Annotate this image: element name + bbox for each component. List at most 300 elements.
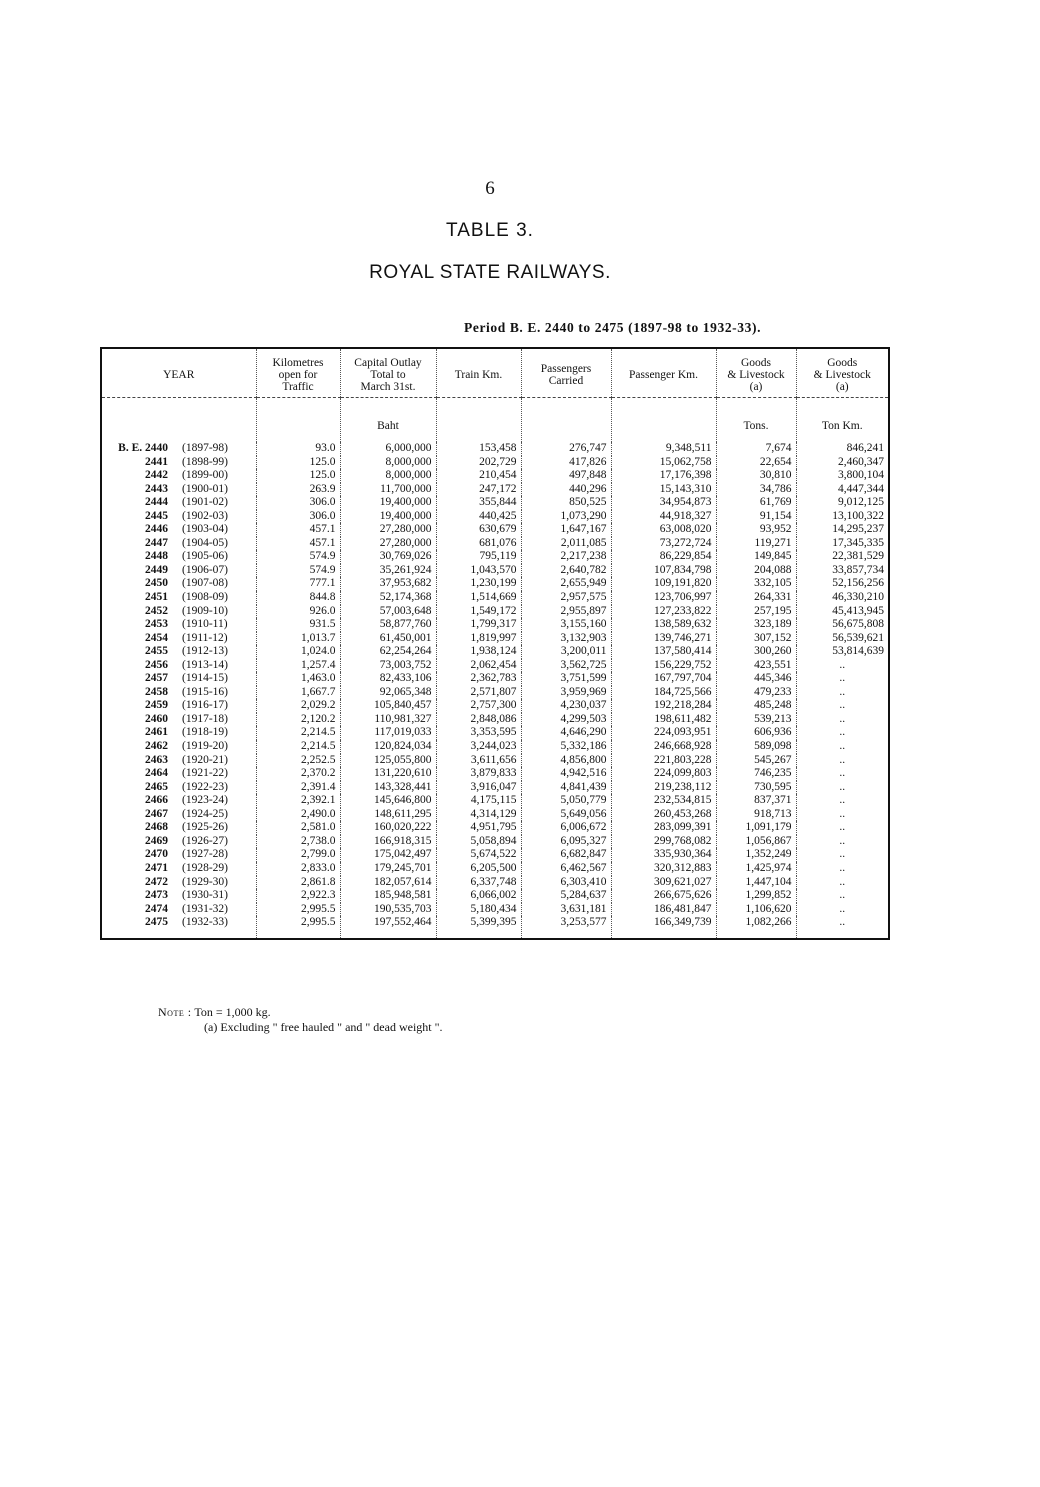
- notes: [158, 1005, 443, 1035]
- buddhist-era-year: 2442: [145, 469, 168, 482]
- cell-capital: 117,019,033: [340, 726, 436, 740]
- units-capital: Baht: [340, 398, 436, 443]
- cell-train-km: 210,454: [436, 469, 521, 483]
- table-row: [102, 808, 888, 822]
- cell-goods-km: ..: [796, 726, 888, 740]
- gregorian-year: (1917-18): [182, 712, 228, 725]
- cell-passengers: 4,646,290: [521, 726, 611, 740]
- cell-goods-km: ..: [796, 740, 888, 754]
- cell-km: 2,214.5: [256, 726, 340, 740]
- cell-train-km: 3,244,023: [436, 740, 521, 754]
- table-row: [102, 577, 888, 591]
- buddhist-era-year: 2467: [145, 807, 168, 820]
- year-cell: [102, 713, 256, 727]
- note-line-1: [158, 1005, 443, 1020]
- cell-train-km: 1,230,199: [436, 577, 521, 591]
- cell-goods-km: 2,460,347: [796, 456, 888, 470]
- cell-train-km: 153,458: [436, 442, 521, 456]
- cell-passengers: 2,955,897: [521, 605, 611, 619]
- cell-goods: 746,235: [716, 767, 796, 781]
- cell-passengers: 2,011,085: [521, 537, 611, 551]
- units-goods: Tons.: [716, 398, 796, 443]
- year-cell: [102, 835, 256, 849]
- cell-capital: 52,174,368: [340, 591, 436, 605]
- cell-train-km: 2,757,300: [436, 699, 521, 713]
- year-cell: [102, 726, 256, 740]
- cell-capital: 182,057,614: [340, 876, 436, 890]
- cell-pass-km: 109,191,820: [611, 577, 716, 591]
- cell-goods-km: ..: [796, 903, 888, 917]
- buddhist-era-year: 2452: [145, 604, 168, 617]
- table-row: [102, 903, 888, 917]
- table-row: [102, 889, 888, 903]
- cell-km: 2,922.3: [256, 889, 340, 903]
- table-row: [102, 876, 888, 890]
- cell-passengers: 2,957,575: [521, 591, 611, 605]
- cell-capital: 105,840,457: [340, 699, 436, 713]
- table-row: [102, 862, 888, 876]
- cell-pass-km: 219,238,112: [611, 781, 716, 795]
- cell-train-km: 1,819,997: [436, 632, 521, 646]
- cell-train-km: 1,514,669: [436, 591, 521, 605]
- cell-capital: 125,055,800: [340, 754, 436, 768]
- year-cell: [102, 550, 256, 564]
- cell-train-km: 5,058,894: [436, 835, 521, 849]
- units-cell: [521, 398, 611, 443]
- buddhist-era-year: 2468: [145, 821, 168, 834]
- cell-capital: 166,918,315: [340, 835, 436, 849]
- cell-goods-km: 45,413,945: [796, 605, 888, 619]
- cell-pass-km: 127,233,822: [611, 605, 716, 619]
- year-cell: [102, 754, 256, 768]
- cell-km: 2,833.0: [256, 862, 340, 876]
- cell-pass-km: 232,534,815: [611, 794, 716, 808]
- buddhist-era-year: B. E. 2440: [118, 442, 168, 454]
- cell-capital: 92,065,348: [340, 686, 436, 700]
- gregorian-year: (1915-16): [182, 685, 228, 698]
- cell-passengers: 2,217,238: [521, 550, 611, 564]
- cell-pass-km: 156,229,752: [611, 659, 716, 673]
- cell-pass-km: 299,768,082: [611, 835, 716, 849]
- buddhist-era-year: 2446: [145, 523, 168, 536]
- data-table: [102, 349, 888, 938]
- buddhist-era-year: 2441: [145, 455, 168, 468]
- table-row: [102, 591, 888, 605]
- cell-goods-km: ..: [796, 889, 888, 903]
- cell-goods: 61,769: [716, 496, 796, 510]
- cell-passengers: 6,006,672: [521, 821, 611, 835]
- buddhist-era-year: 2445: [145, 509, 168, 522]
- cell-pass-km: 221,803,228: [611, 754, 716, 768]
- cell-goods: 1,091,179: [716, 821, 796, 835]
- header-goods: [716, 349, 796, 398]
- cell-km: 574.9: [256, 564, 340, 578]
- gregorian-year: (1903-04): [182, 523, 228, 536]
- cell-passengers: 5,050,779: [521, 794, 611, 808]
- cell-passengers: 2,640,782: [521, 564, 611, 578]
- gregorian-year: (1898-99): [182, 455, 228, 468]
- cell-km: 457.1: [256, 537, 340, 551]
- cell-km: 574.9: [256, 550, 340, 564]
- table-row: [102, 632, 888, 646]
- cell-pass-km: 73,272,724: [611, 537, 716, 551]
- cell-pass-km: 63,008,020: [611, 523, 716, 537]
- cell-pass-km: 15,062,758: [611, 456, 716, 470]
- cell-capital: 131,220,610: [340, 767, 436, 781]
- gregorian-year: (1900-01): [182, 482, 228, 495]
- buddhist-era-year: 2473: [145, 889, 168, 902]
- cell-goods: 730,595: [716, 781, 796, 795]
- cell-km: 931.5: [256, 618, 340, 632]
- units-cell: [102, 398, 256, 443]
- cell-train-km: 5,180,434: [436, 903, 521, 917]
- table-row: [102, 605, 888, 619]
- cell-train-km: 5,674,522: [436, 848, 521, 862]
- cell-km: 926.0: [256, 605, 340, 619]
- gregorian-year: (1922-23): [182, 780, 228, 793]
- cell-train-km: 681,076: [436, 537, 521, 551]
- cell-train-km: 1,799,317: [436, 618, 521, 632]
- buddhist-era-year: 2465: [145, 780, 168, 793]
- page-number: 6: [485, 178, 495, 199]
- cell-capital: 19,400,000: [340, 496, 436, 510]
- year-cell: [102, 564, 256, 578]
- gregorian-year: (1932-33): [182, 916, 228, 929]
- year-cell: [102, 767, 256, 781]
- year-cell: [102, 645, 256, 659]
- header-km-open-line: open for: [278, 369, 318, 381]
- cell-passengers: 3,132,903: [521, 632, 611, 646]
- year-cell: [102, 577, 256, 591]
- cell-pass-km: 107,834,798: [611, 564, 716, 578]
- cell-goods-km: 22,381,529: [796, 550, 888, 564]
- cell-capital: 58,877,760: [340, 618, 436, 632]
- cell-capital: 145,646,800: [340, 794, 436, 808]
- cell-capital: 11,700,000: [340, 483, 436, 497]
- cell-passengers: 276,747: [521, 442, 611, 456]
- units-row: [102, 398, 888, 443]
- table-row: [102, 645, 888, 659]
- cell-goods-km: 9,012,125: [796, 496, 888, 510]
- cell-passengers: 3,562,725: [521, 659, 611, 673]
- header-row: [102, 349, 888, 398]
- cell-train-km: 2,848,086: [436, 713, 521, 727]
- gregorian-year: (1904-05): [182, 536, 228, 549]
- period-caption: Period B. E. 2440 to 2475 (1897-98 to 1932-33).: [464, 320, 762, 335]
- cell-train-km: 2,571,807: [436, 686, 521, 700]
- cell-goods: 332,105: [716, 577, 796, 591]
- cell-km: 93.0: [256, 442, 340, 456]
- year-cell: [102, 591, 256, 605]
- cell-capital: 160,020,222: [340, 821, 436, 835]
- cell-goods: 119,271: [716, 537, 796, 551]
- note-line-2: (a) Excluding " free hauled " and " dead weight ".: [204, 1020, 443, 1034]
- cell-km: 2,861.8: [256, 876, 340, 890]
- year-cell: [102, 699, 256, 713]
- year-cell: [102, 862, 256, 876]
- cell-passengers: 417,826: [521, 456, 611, 470]
- cell-goods: 545,267: [716, 754, 796, 768]
- gregorian-year: (1901-02): [182, 496, 228, 509]
- header-passengers-line: Carried: [548, 375, 584, 387]
- cell-passengers: 4,230,037: [521, 699, 611, 713]
- cell-km: 2,252.5: [256, 754, 340, 768]
- cell-goods-km: ..: [796, 754, 888, 768]
- cell-passengers: 1,647,167: [521, 523, 611, 537]
- cell-goods: 1,352,249: [716, 848, 796, 862]
- table-row: [102, 456, 888, 470]
- header-km-open-line: Traffic: [282, 381, 314, 393]
- buddhist-era-year: 2459: [145, 699, 168, 712]
- header-capital-line: March 31st.: [360, 381, 416, 393]
- cell-goods-km: ..: [796, 848, 888, 862]
- cell-km: 2,120.2: [256, 713, 340, 727]
- table-row: [102, 699, 888, 713]
- cell-goods-km: ..: [796, 821, 888, 835]
- cell-pass-km: 184,725,566: [611, 686, 716, 700]
- cell-train-km: 1,938,124: [436, 645, 521, 659]
- cell-km: 306.0: [256, 496, 340, 510]
- gregorian-year: (1912-13): [182, 645, 228, 658]
- cell-capital: 190,535,703: [340, 903, 436, 917]
- year-cell: [102, 618, 256, 632]
- railway-statistics-table: [100, 347, 890, 940]
- year-cell: [102, 686, 256, 700]
- gregorian-year: (1928-29): [182, 861, 228, 874]
- cell-train-km: 5,399,395: [436, 916, 521, 938]
- cell-capital: 27,280,000: [340, 523, 436, 537]
- cell-goods-km: ..: [796, 862, 888, 876]
- year-cell: [102, 672, 256, 686]
- gregorian-year: (1920-21): [182, 753, 228, 766]
- cell-train-km: 6,205,500: [436, 862, 521, 876]
- table-row: [102, 510, 888, 524]
- cell-pass-km: 137,580,414: [611, 645, 716, 659]
- cell-capital: 35,261,924: [340, 564, 436, 578]
- year-cell: [102, 848, 256, 862]
- table-row: [102, 550, 888, 564]
- cell-goods-km: ..: [796, 659, 888, 673]
- table-row: [102, 781, 888, 795]
- cell-pass-km: 320,312,883: [611, 862, 716, 876]
- buddhist-era-year: 2453: [145, 618, 168, 631]
- note-ton: Ton = 1,000 kg.: [194, 1005, 271, 1019]
- buddhist-era-year: 2447: [145, 536, 168, 549]
- cell-km: 125.0: [256, 469, 340, 483]
- gregorian-year: (1899-00): [182, 469, 228, 482]
- cell-pass-km: 246,668,928: [611, 740, 716, 754]
- cell-pass-km: 224,093,951: [611, 726, 716, 740]
- cell-capital: 73,003,752: [340, 659, 436, 673]
- header-goods-line: & Livestock: [727, 369, 785, 381]
- cell-passengers: 6,682,847: [521, 848, 611, 862]
- gregorian-year: (1921-22): [182, 767, 228, 780]
- cell-passengers: 5,649,056: [521, 808, 611, 822]
- cell-passengers: 6,462,567: [521, 862, 611, 876]
- table-row: [102, 496, 888, 510]
- gregorian-year: (1918-19): [182, 726, 228, 739]
- cell-goods: 1,447,104: [716, 876, 796, 890]
- gregorian-year: (1897-98): [182, 442, 228, 454]
- cell-train-km: 6,066,002: [436, 889, 521, 903]
- cell-goods: 589,098: [716, 740, 796, 754]
- gregorian-year: (1926-27): [182, 834, 228, 847]
- cell-km: 2,581.0: [256, 821, 340, 835]
- cell-goods-km: 3,800,104: [796, 469, 888, 483]
- cell-pass-km: 34,954,873: [611, 496, 716, 510]
- gregorian-year: (1923-24): [182, 794, 228, 807]
- cell-capital: 8,000,000: [340, 469, 436, 483]
- buddhist-era-year: 2448: [145, 550, 168, 563]
- cell-train-km: 4,314,129: [436, 808, 521, 822]
- cell-goods-km: 17,345,335: [796, 537, 888, 551]
- cell-km: 777.1: [256, 577, 340, 591]
- cell-passengers: 497,848: [521, 469, 611, 483]
- cell-train-km: 1,549,172: [436, 605, 521, 619]
- cell-km: 125.0: [256, 456, 340, 470]
- cell-capital: 6,000,000: [340, 442, 436, 456]
- cell-goods: 91,154: [716, 510, 796, 524]
- cell-train-km: 3,611,656: [436, 754, 521, 768]
- cell-train-km: 2,062,454: [436, 659, 521, 673]
- header-goods-km: [796, 349, 888, 398]
- buddhist-era-year: 2464: [145, 767, 168, 780]
- table-row: [102, 740, 888, 754]
- cell-capital: 143,328,441: [340, 781, 436, 795]
- cell-goods: 539,213: [716, 713, 796, 727]
- cell-pass-km: 186,481,847: [611, 903, 716, 917]
- buddhist-era-year: 2458: [145, 685, 168, 698]
- gregorian-year: (1914-15): [182, 672, 228, 685]
- cell-capital: 61,450,001: [340, 632, 436, 646]
- cell-train-km: 2,362,783: [436, 672, 521, 686]
- header-capital-line: Total to: [370, 369, 406, 381]
- header-goods-km-line: Goods: [827, 357, 858, 369]
- gregorian-year: (1908-09): [182, 591, 228, 604]
- year-cell: [102, 537, 256, 551]
- cell-capital: 148,611,295: [340, 808, 436, 822]
- header-train-km: Train Km.: [436, 349, 521, 398]
- units-cell: [436, 398, 521, 443]
- buddhist-era-year: 2469: [145, 834, 168, 847]
- cell-km: 2,995.5: [256, 903, 340, 917]
- table-row: [102, 564, 888, 578]
- cell-km: 2,799.0: [256, 848, 340, 862]
- buddhist-era-year: 2460: [145, 712, 168, 725]
- gregorian-year: (1910-11): [182, 618, 228, 631]
- cell-passengers: 4,841,439: [521, 781, 611, 795]
- cell-km: 2,392.1: [256, 794, 340, 808]
- header-goods-line: Goods: [740, 357, 772, 369]
- cell-goods-km: ..: [796, 699, 888, 713]
- units-cell: [611, 398, 716, 443]
- year-cell: [102, 903, 256, 917]
- cell-pass-km: 167,797,704: [611, 672, 716, 686]
- cell-capital: 62,254,264: [340, 645, 436, 659]
- cell-goods-km: ..: [796, 876, 888, 890]
- year-cell: [102, 659, 256, 673]
- cell-pass-km: 123,706,997: [611, 591, 716, 605]
- cell-passengers: 3,959,969: [521, 686, 611, 700]
- cell-passengers: 5,332,186: [521, 740, 611, 754]
- table-row: [102, 483, 888, 497]
- cell-goods: 300,260: [716, 645, 796, 659]
- table-row: [102, 713, 888, 727]
- cell-goods-km: ..: [796, 672, 888, 686]
- buddhist-era-year: 2457: [145, 672, 168, 685]
- buddhist-era-year: 2463: [145, 753, 168, 766]
- year-cell: [102, 889, 256, 903]
- buddhist-era-year: 2471: [145, 861, 168, 874]
- cell-goods-km: ..: [796, 794, 888, 808]
- cell-goods: 30,810: [716, 469, 796, 483]
- cell-passengers: 3,253,577: [521, 916, 611, 938]
- cell-goods-km: 52,156,256: [796, 577, 888, 591]
- buddhist-era-year: 2456: [145, 658, 168, 671]
- buddhist-era-year: 2443: [145, 482, 168, 495]
- cell-km: 306.0: [256, 510, 340, 524]
- cell-passengers: 3,631,181: [521, 903, 611, 917]
- table-row: [102, 754, 888, 768]
- cell-goods-km: 846,241: [796, 442, 888, 456]
- cell-km: 1,013.7: [256, 632, 340, 646]
- cell-passengers: 850,525: [521, 496, 611, 510]
- cell-passengers: 6,095,327: [521, 835, 611, 849]
- cell-capital: 30,769,026: [340, 550, 436, 564]
- cell-train-km: 4,175,115: [436, 794, 521, 808]
- table-body: [102, 398, 888, 938]
- cell-goods: 323,189: [716, 618, 796, 632]
- cell-capital: 110,981,327: [340, 713, 436, 727]
- cell-goods: 485,248: [716, 699, 796, 713]
- cell-capital: 57,003,648: [340, 605, 436, 619]
- header-passenger-km: Passenger Km.: [611, 349, 716, 398]
- header-goods-km-line: & Livestock: [813, 369, 871, 381]
- header-passengers-line: Passengers: [540, 363, 592, 375]
- cell-capital: 19,400,000: [340, 510, 436, 524]
- cell-pass-km: 198,611,482: [611, 713, 716, 727]
- cell-goods-km: 53,814,639: [796, 645, 888, 659]
- cell-capital: 179,245,701: [340, 862, 436, 876]
- cell-capital: 37,953,682: [340, 577, 436, 591]
- header-goods-line: (a): [749, 381, 763, 393]
- cell-goods: 606,936: [716, 726, 796, 740]
- table-row: [102, 794, 888, 808]
- cell-km: 2,370.2: [256, 767, 340, 781]
- header-year: YEAR: [102, 349, 256, 398]
- header-goods-km-line: (a): [835, 381, 849, 393]
- year-cell: [102, 794, 256, 808]
- year-cell: [102, 808, 256, 822]
- cell-capital: 82,433,106: [340, 672, 436, 686]
- buddhist-era-year: 2462: [145, 740, 168, 753]
- cell-pass-km: 17,176,398: [611, 469, 716, 483]
- cell-passengers: 6,303,410: [521, 876, 611, 890]
- cell-pass-km: 309,621,027: [611, 876, 716, 890]
- cell-goods: 34,786: [716, 483, 796, 497]
- table-row: [102, 726, 888, 740]
- year-cell: [102, 510, 256, 524]
- buddhist-era-year: 2475: [145, 916, 168, 929]
- cell-goods: 307,152: [716, 632, 796, 646]
- gregorian-year: (1911-12): [182, 631, 228, 644]
- cell-pass-km: 166,349,739: [611, 916, 716, 938]
- buddhist-era-year: 2461: [145, 726, 168, 739]
- table-title: ROYAL STATE RAILWAYS.: [369, 262, 611, 283]
- cell-km: 2,738.0: [256, 835, 340, 849]
- cell-capital: 185,948,581: [340, 889, 436, 903]
- gregorian-year: (1905-06): [182, 550, 228, 563]
